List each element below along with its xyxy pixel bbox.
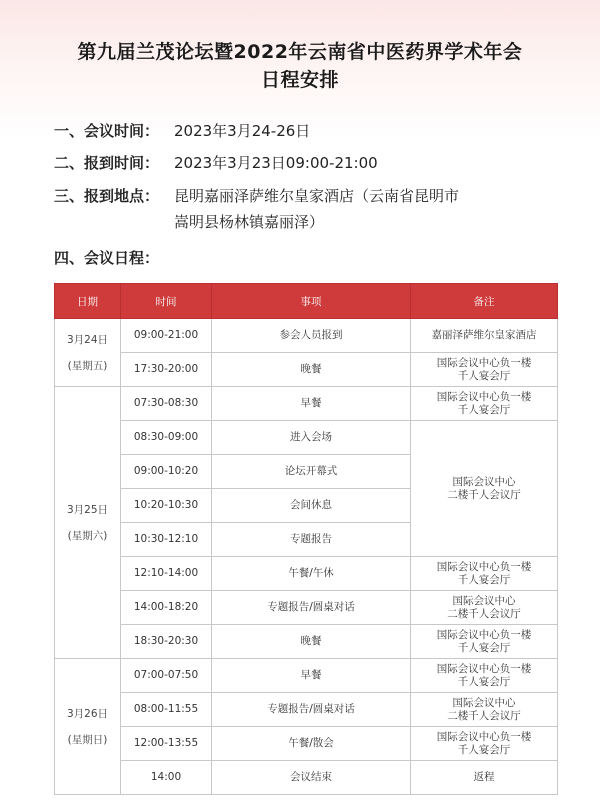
note-cell: 国际会议中心负一楼 千人宴会厅 — [411, 387, 558, 421]
item-cell: 论坛开幕式 — [212, 455, 411, 489]
schedule-table — [54, 283, 558, 795]
time-cell: 17:30-20:00 — [121, 353, 212, 387]
date-cell — [55, 319, 121, 387]
note-cell: 国际会议中心 二楼千人会议厅 — [411, 693, 558, 727]
checkin-place-label: 三、报到地点： — [54, 187, 160, 205]
time-cell: 10:30-12:10 — [121, 523, 212, 557]
note-cell: 国际会议中心负一楼 千人宴会厅 — [411, 353, 558, 387]
checkin-time-value: 2023年3月23日09:00-21:00 — [174, 154, 378, 172]
item-cell: 进入会场 — [212, 421, 411, 455]
checkin-time-label: 二、报到时间： — [54, 154, 160, 172]
table-row — [55, 727, 558, 761]
date-cell — [55, 659, 121, 795]
time-cell: 08:00-11:55 — [121, 693, 212, 727]
item-cell: 午餐/散会 — [212, 727, 411, 761]
item-cell: 午餐/午休 — [212, 557, 411, 591]
table-row — [55, 591, 558, 625]
item-cell: 晚餐 — [212, 353, 411, 387]
time-cell: 07:30-08:30 — [121, 387, 212, 421]
checkin-place-value-line2: 嵩明县杨林镇嘉丽泽） — [174, 213, 325, 231]
header-time: 时间 — [121, 284, 212, 319]
time-cell: 12:00-13:55 — [121, 727, 212, 761]
item-cell: 早餐 — [212, 659, 411, 693]
table-row — [55, 421, 558, 455]
checkin-place-row — [54, 185, 460, 231]
table-row — [55, 557, 558, 591]
header-note: 备注 — [411, 284, 558, 319]
item-cell: 专题报告 — [212, 523, 411, 557]
header-item: 事项 — [212, 284, 411, 319]
time-cell: 07:00-07:50 — [121, 659, 212, 693]
time-cell: 12:10-14:00 — [121, 557, 212, 591]
weekday-label: (星期五) — [67, 359, 108, 372]
date-cell — [55, 387, 121, 659]
table-row — [55, 693, 558, 727]
table-row — [55, 659, 558, 693]
note-cell: 国际会议中心负一楼 千人宴会厅 — [411, 625, 558, 659]
table-header-row — [55, 284, 558, 319]
time-cell: 18:30-20:30 — [121, 625, 212, 659]
note-cell: 国际会议中心负一楼 千人宴会厅 — [411, 727, 558, 761]
item-cell: 专题报告/圆桌对话 — [212, 693, 411, 727]
schedule-heading: 四、会议日程： — [54, 249, 160, 267]
note-cell: 国际会议中心 二楼千人会议厅 — [411, 421, 558, 557]
note-cell: 国际会议中心 二楼千人会议厅 — [411, 591, 558, 625]
meeting-time-value: 2023年3月24-26日 — [174, 122, 311, 140]
note-cell: 国际会议中心负一楼 千人宴会厅 — [411, 659, 558, 693]
header-date: 日期 — [55, 284, 121, 319]
checkin-time-row — [54, 152, 378, 173]
meeting-time-label: 一、会议时间： — [54, 122, 160, 140]
meeting-time-row — [54, 120, 310, 141]
note-cell: 嘉丽泽萨维尔皇家酒店 — [411, 319, 558, 353]
table-row — [55, 761, 558, 795]
time-cell: 09:00-10:20 — [121, 455, 212, 489]
weekday-label: (星期日) — [67, 733, 108, 746]
item-cell: 早餐 — [212, 387, 411, 421]
time-cell: 10:20-10:30 — [121, 489, 212, 523]
item-cell: 会间休息 — [212, 489, 411, 523]
page-subtitle: 日程安排 — [260, 69, 339, 91]
time-cell: 08:30-09:00 — [121, 421, 212, 455]
table-row — [55, 625, 558, 659]
checkin-place-value: 昆明嘉丽泽萨维尔皇家酒店（云南省昆明市 — [174, 187, 460, 205]
note-cell: 国际会议中心负一楼 千人宴会厅 — [411, 557, 558, 591]
time-cell: 14:00-18:20 — [121, 591, 212, 625]
date-label: 3月24日 — [66, 333, 109, 346]
table-row — [55, 353, 558, 387]
item-cell: 专题报告/圆桌对话 — [212, 591, 411, 625]
table-row — [55, 319, 558, 353]
page-title: 第九届兰茂论坛暨2022年云南省中医药界学术年会 — [77, 41, 523, 63]
note-cell: 返程 — [411, 761, 558, 795]
weekday-label: (星期六) — [67, 529, 108, 542]
time-cell: 09:00-21:00 — [121, 319, 212, 353]
table-row — [55, 387, 558, 421]
item-cell: 会议结束 — [212, 761, 411, 795]
item-cell: 晚餐 — [212, 625, 411, 659]
date-label: 3月25日 — [66, 503, 109, 516]
date-label: 3月26日 — [66, 707, 109, 720]
item-cell: 参会人员报到 — [212, 319, 411, 353]
time-cell: 14:00 — [121, 761, 212, 795]
